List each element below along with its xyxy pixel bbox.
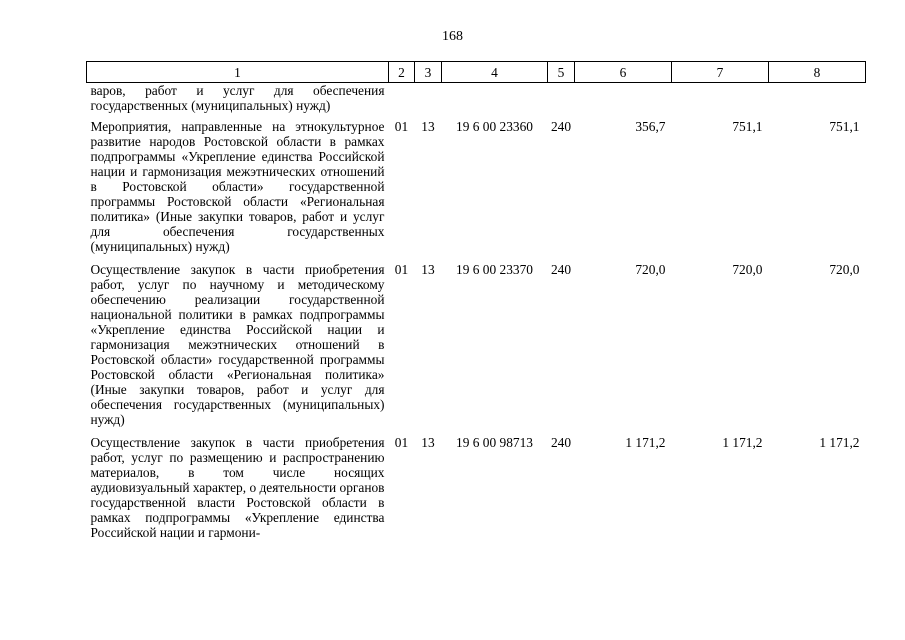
row-amount-col6 <box>575 83 672 120</box>
table-row <box>87 262 866 435</box>
header-col-4: 4 <box>442 62 548 83</box>
row-amount-col8 <box>769 83 866 120</box>
table-row <box>87 119 866 262</box>
row-amount-col7 <box>672 83 769 120</box>
header-col-8: 8 <box>769 62 866 83</box>
row-amount-col8: 751,1 <box>829 119 860 134</box>
row-subsection: 13 <box>421 435 435 450</box>
row-description: Осуществление закупок в части приобретения работ, услуг по размещению и распространению материалов, в том числе носящих аудиовизуальный характер, о деятельности органов государственной власти Ростовской области в рамках подпрограммы «Укрепление единства Российской нации и гармони- <box>90 435 385 540</box>
row-target-article: 19 6 00 23360 <box>456 119 533 134</box>
row-amount-col7: 1 171,2 <box>722 435 763 450</box>
row-amount-col7: 751,1 <box>732 119 763 134</box>
row-amount-col6: 1 171,2 <box>625 435 666 450</box>
page-number: 168 <box>442 29 463 44</box>
table-header <box>87 62 866 83</box>
table-row <box>87 83 866 120</box>
header-col-6: 6 <box>575 62 672 83</box>
header-col-1: 1 <box>87 62 389 83</box>
row-section: 01 <box>394 119 409 134</box>
row-expense-type: 240 <box>550 119 572 134</box>
row-section <box>389 83 415 120</box>
budget-table <box>86 61 866 548</box>
row-amount-col8: 720,0 <box>829 262 860 277</box>
row-section: 01 <box>394 435 409 450</box>
header-col-5: 5 <box>548 62 575 83</box>
row-subsection: 13 <box>421 262 435 277</box>
header-row <box>87 62 866 83</box>
row-amount-col8: 1 171,2 <box>819 435 860 450</box>
row-amount-col7: 720,0 <box>732 262 763 277</box>
row-expense-type <box>548 83 575 120</box>
row-expense-type: 240 <box>550 435 572 450</box>
header-col-2: 2 <box>389 62 415 83</box>
table-body <box>87 83 866 549</box>
header-col-3: 3 <box>415 62 442 83</box>
table-row <box>87 435 866 548</box>
row-subsection: 13 <box>421 119 435 134</box>
header-col-7: 7 <box>672 62 769 83</box>
row-expense-type: 240 <box>550 262 572 277</box>
row-target-article: 19 6 00 98713 <box>456 435 533 450</box>
row-amount-col6: 356,7 <box>635 119 666 134</box>
row-description: Осуществление закупок в части приобретения работ, услуг по научному и методическому обеспечению реализации государственной национальной политики в рамках подпрограммы «Укрепление единства Российской нации и гармонизация межэтнических отношений в Ростовской области» государственной программы Ростовской области «Региональная политика» (Иные закупки товаров, работ и услуг для обеспечения государственных (муниципальных) нужд) <box>90 262 385 427</box>
row-target-article: 19 6 00 23370 <box>456 262 533 277</box>
row-target-article <box>442 83 548 120</box>
row-amount-col6: 720,0 <box>635 262 666 277</box>
row-subsection <box>415 83 442 120</box>
row-section: 01 <box>394 262 409 277</box>
row-description: Мероприятия, направленные на этнокультурное развитие народов Ростовской области в рамках подпрограммы «Укрепление единства Российской нации и гармонизация межэтнических отношений в Ростовской области» государственной программы Ростовской области «Региональная политика» (Иные закупки товаров, работ и услуг для обеспечения государственных (муниципальных) нужд) <box>90 119 385 254</box>
row-description: варов, работ и услуг для обеспечения государственных (муниципальных) нужд) <box>90 83 385 113</box>
